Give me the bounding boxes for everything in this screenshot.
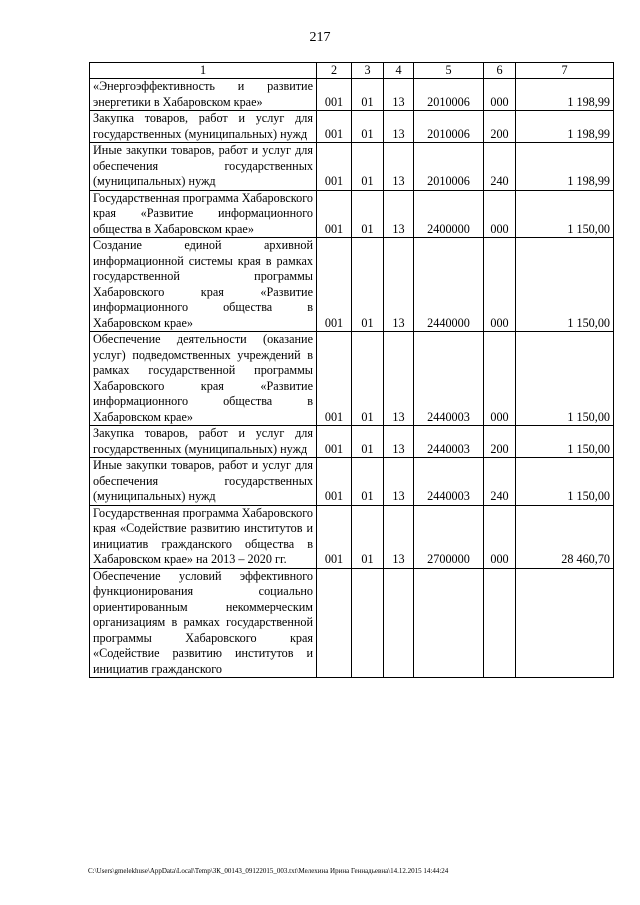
column-header: 2 — [317, 63, 352, 79]
table-row — [90, 505, 614, 568]
ministry-code: 001 — [317, 79, 352, 111]
section-code: 01 — [352, 238, 384, 332]
expense-type-code: 000 — [484, 238, 516, 332]
section-code: 01 — [352, 79, 384, 111]
amount: 1 150,00 — [516, 190, 614, 238]
table-row — [90, 238, 614, 332]
column-header: 6 — [484, 63, 516, 79]
ministry-code: 001 — [317, 111, 352, 143]
target-article-code: 2400000 — [414, 190, 484, 238]
section-code: 01 — [352, 458, 384, 506]
table-row — [90, 458, 614, 506]
target-article-code: 2440003 — [414, 426, 484, 458]
item-name: Закупка товаров, работ и услуг для государственных (муниципальных) нужд — [90, 111, 317, 143]
section-code: 01 — [352, 143, 384, 191]
table-row — [90, 143, 614, 191]
column-header: 4 — [384, 63, 414, 79]
target-article-code: 2010006 — [414, 79, 484, 111]
expense-type-code: 000 — [484, 190, 516, 238]
column-header: 1 — [90, 63, 317, 79]
section-code: 01 — [352, 111, 384, 143]
amount: 1 198,99 — [516, 111, 614, 143]
section-code: 01 — [352, 505, 384, 568]
item-name: Создание единой архивной информационной системы края в рамках государственной программы Хабаровского края «Развитие информационного общества в Хабаровском крае» — [90, 238, 317, 332]
table-header-row — [90, 63, 614, 79]
ministry-code: 001 — [317, 458, 352, 506]
file-path-footer: C:\Users\gmelekhuse\AppData\Local\Temp\ЗК_00143_09122015_003.txt\Мелехина Ирина Геннадьевна\14.12.2015 14:44:24 — [88, 867, 449, 875]
amount: 1 150,00 — [516, 238, 614, 332]
ministry-code: 001 — [317, 190, 352, 238]
amount: 1 150,00 — [516, 426, 614, 458]
subsection-code: 13 — [384, 505, 414, 568]
target-article-code: 2010006 — [414, 143, 484, 191]
budget-table — [89, 62, 614, 678]
expense-type-code: 200 — [484, 426, 516, 458]
expense-type-code: 000 — [484, 79, 516, 111]
item-name: Государственная программа Хабаровского края «Развитие информационного общества в Хабаровском крае» — [90, 190, 317, 238]
item-name: Государственная программа Хабаровского края «Содействие развитию институтов и инициатив гражданского общества в Хабаровском крае» на 2013 – 2020 гг. — [90, 505, 317, 568]
column-header: 5 — [414, 63, 484, 79]
subsection-code — [384, 568, 414, 678]
item-name: Иные закупки товаров, работ и услуг для обеспечения государственных (муниципальных) нужд — [90, 143, 317, 191]
page-number: 217 — [309, 30, 331, 45]
ministry-code: 001 — [317, 238, 352, 332]
expense-type-code: 000 — [484, 505, 516, 568]
subsection-code: 13 — [384, 458, 414, 506]
target-article-code: 2010006 — [414, 111, 484, 143]
target-article-code: 2440000 — [414, 238, 484, 332]
item-name: Обеспечение деятельности (оказание услуг) подведомственных учреждений в рамках государственной программы Хабаровского края «Развитие информационного общества в Хабаровском крае» — [90, 332, 317, 426]
item-name: Закупка товаров, работ и услуг для государственных (муниципальных) нужд — [90, 426, 317, 458]
section-code: 01 — [352, 190, 384, 238]
target-article-code: 2440003 — [414, 332, 484, 426]
table-row — [90, 79, 614, 111]
ministry-code — [317, 568, 352, 678]
expense-type-code: 200 — [484, 111, 516, 143]
amount: 28 460,70 — [516, 505, 614, 568]
section-code: 01 — [352, 426, 384, 458]
subsection-code: 13 — [384, 332, 414, 426]
ministry-code: 001 — [317, 143, 352, 191]
table-row — [90, 190, 614, 238]
expense-type-code: 240 — [484, 458, 516, 506]
item-name: «Энергоэффективность и развитие энергетики в Хабаровском крае» — [90, 79, 317, 111]
ministry-code: 001 — [317, 505, 352, 568]
table-row — [90, 332, 614, 426]
item-name: Обеспечение условий эффективного функционирования социально ориентированным некоммерческим организациям в рамках государственной программы Хабаровского края «Содействие развитию институтов и инициатив гражданского — [90, 568, 317, 678]
subsection-code: 13 — [384, 190, 414, 238]
table-row — [90, 426, 614, 458]
subsection-code: 13 — [384, 79, 414, 111]
item-name: Иные закупки товаров, работ и услуг для обеспечения государственных (муниципальных) нужд — [90, 458, 317, 506]
expense-type-code — [484, 568, 516, 678]
section-code — [352, 568, 384, 678]
target-article-code: 2440003 — [414, 458, 484, 506]
amount: 1 198,99 — [516, 143, 614, 191]
column-header: 7 — [516, 63, 614, 79]
ministry-code: 001 — [317, 332, 352, 426]
amount: 1 150,00 — [516, 458, 614, 506]
ministry-code: 001 — [317, 426, 352, 458]
expense-type-code: 240 — [484, 143, 516, 191]
subsection-code: 13 — [384, 426, 414, 458]
subsection-code: 13 — [384, 143, 414, 191]
column-header: 3 — [352, 63, 384, 79]
table-row — [90, 111, 614, 143]
target-article-code — [414, 568, 484, 678]
section-code: 01 — [352, 332, 384, 426]
amount: 1 198,99 — [516, 79, 614, 111]
subsection-code: 13 — [384, 238, 414, 332]
expense-type-code: 000 — [484, 332, 516, 426]
table-row — [90, 568, 614, 678]
amount: 1 150,00 — [516, 332, 614, 426]
subsection-code: 13 — [384, 111, 414, 143]
amount — [516, 568, 614, 678]
target-article-code: 2700000 — [414, 505, 484, 568]
